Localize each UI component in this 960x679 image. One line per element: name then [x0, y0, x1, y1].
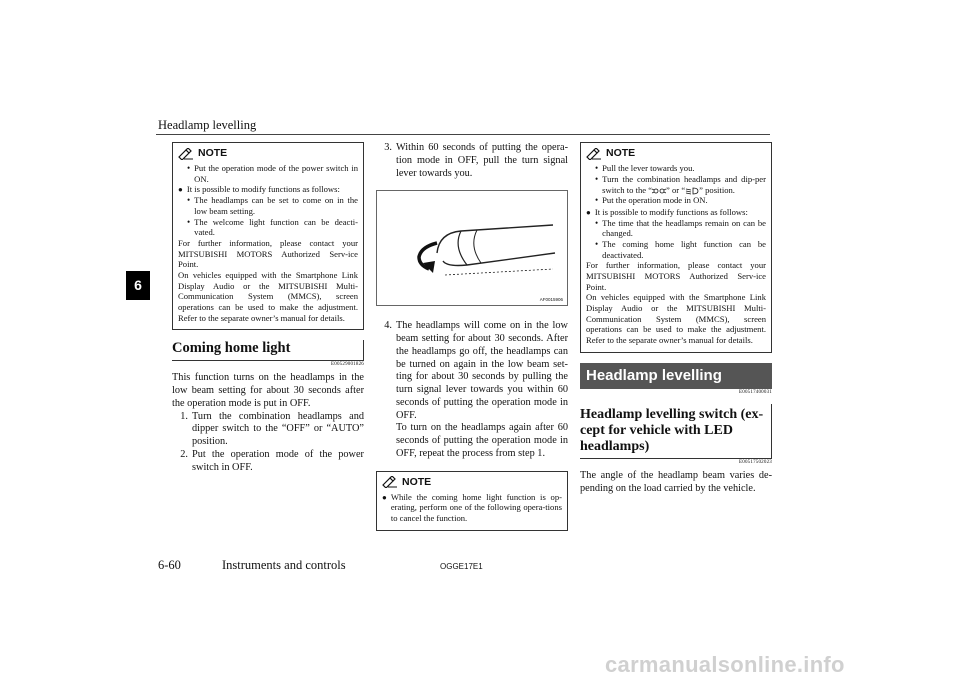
- subsection-title: Headlamp levelling switch (ex-cept for vehicle with LED headlamps): [580, 404, 772, 458]
- step-item: 3. Within 60 seconds of putting the opera-tion mode in OFF, pull the turn signal lever towards you.: [384, 142, 568, 179]
- note-item: ● It is possible to modify functions as follows:: [586, 206, 748, 217]
- note-header: [178, 147, 358, 160]
- header-title: Headlamp levelling: [158, 118, 257, 132]
- note-sub-item: • The headlamps can be set to come on in the low beam setting.: [187, 195, 358, 216]
- note-icon: [586, 148, 602, 160]
- note-item: ● While the coming home light function is op-erating, perform one of the following opera-tions to cancel the function.: [382, 491, 562, 524]
- note-sub-item: • Put the operation mode in ON.: [595, 195, 708, 206]
- subsection-code: E00517502023: [739, 459, 772, 465]
- page-number: 6-60: [158, 558, 181, 572]
- chapter-tab[interactable]: 6: [126, 271, 150, 300]
- section-intro: This function turns on the headlamps in the low beam setting for about 30 seconds after the operation mode is put in OFF.: [172, 372, 364, 409]
- step-item: 4. The headlamps will come on in the low beam setting for about 30 seconds. After the headlamps go off, the headlamps can be turned on again in the low beam set-ting for about 30 seconds by pulling the turn signal lever towards you within 60 seconds of putting the operation mode in OFF.: [384, 320, 568, 421]
- note-sub-item: • Pull the lever towards you.: [595, 163, 695, 174]
- column-left: [172, 142, 364, 474]
- note-paragraph: For further information, please contact your MITSUBISHI MOTORS Authorized Serv-ice Point.: [586, 260, 766, 292]
- section-title: Coming home light: [172, 340, 364, 361]
- note-header: [586, 147, 766, 160]
- note-label: NOTE: [402, 475, 432, 488]
- column-middle: [376, 142, 568, 531]
- note-paragraph: On vehicles equipped with the Smartphone Link Display Audio or the MITSUBISHI Multi-Communication System (MMCS), screen operations can be used to make the adjustment. Refer to the separate owner’s manual for details.: [178, 269, 358, 323]
- footer-code: OGGE17E1: [440, 562, 483, 571]
- note-sub-item: • The coming home light function can be deactivated.: [595, 238, 766, 260]
- note-sub-item: • The welcome light function can be deacti-vated.: [187, 216, 358, 238]
- lever-illustration: [377, 191, 567, 305]
- position-lamp-icon: [652, 187, 666, 195]
- subsection-body: The angle of the headlamp beam varies de-pending on the load carried by the vehicle.: [580, 469, 772, 494]
- watermark[interactable]: carmanualsonline.info: [605, 652, 845, 677]
- note-paragraph: On vehicles equipped with the Smartphone Link Display Audio or the MITSUBISHI Multi-Communication System (MMCS), screen operations can be used to make the adjustment. Refer to the separate owner’s manual for details.: [586, 292, 766, 345]
- note-box: [376, 471, 568, 531]
- note-paragraph: For further information, please contact your MITSUBISHI MOTORS Authorized Serv-ice Point.: [178, 237, 358, 270]
- note-box: [172, 142, 364, 330]
- header-rule: [156, 134, 770, 135]
- banner-code: E00517400031: [739, 390, 772, 396]
- note-icon: [382, 476, 398, 488]
- step-item: 1. Turn the combination headlamps and dipper switch to the “OFF” or “AUTO” position.: [180, 410, 364, 448]
- note-sub-item: • The time that the headlamps remain on can be changed.: [595, 217, 766, 239]
- note-label: NOTE: [198, 147, 228, 159]
- column-right: [580, 142, 772, 495]
- note-sub-item: • Turn the combination headlamps and dip-per switch to the “ ” or “ ” position.: [595, 174, 766, 195]
- step-item: 2. Put the operation mode of the power switch in OFF.: [180, 448, 364, 473]
- note-box: [580, 142, 772, 353]
- figure-code: AF0015906: [539, 296, 563, 302]
- turn-signal-lever-figure: [376, 190, 568, 306]
- note-header: [382, 476, 562, 489]
- note-item: ● It is possible to modify functions as follows:: [178, 184, 340, 195]
- step-continuation: To turn on the headlamps again after 60 seconds of putting the operation mode in OFF, repeat the process from step 1.: [396, 422, 568, 459]
- section-code: E00529001826: [331, 362, 364, 368]
- chapter-banner: Headlamp levelling: [580, 363, 772, 390]
- footer-section: Instruments and controls: [222, 558, 346, 572]
- note-label: NOTE: [606, 147, 636, 159]
- note-sub-item: • Put the operation mode of the power switch in ON.: [187, 163, 358, 184]
- low-beam-icon: [685, 187, 699, 195]
- note-icon: [178, 148, 194, 160]
